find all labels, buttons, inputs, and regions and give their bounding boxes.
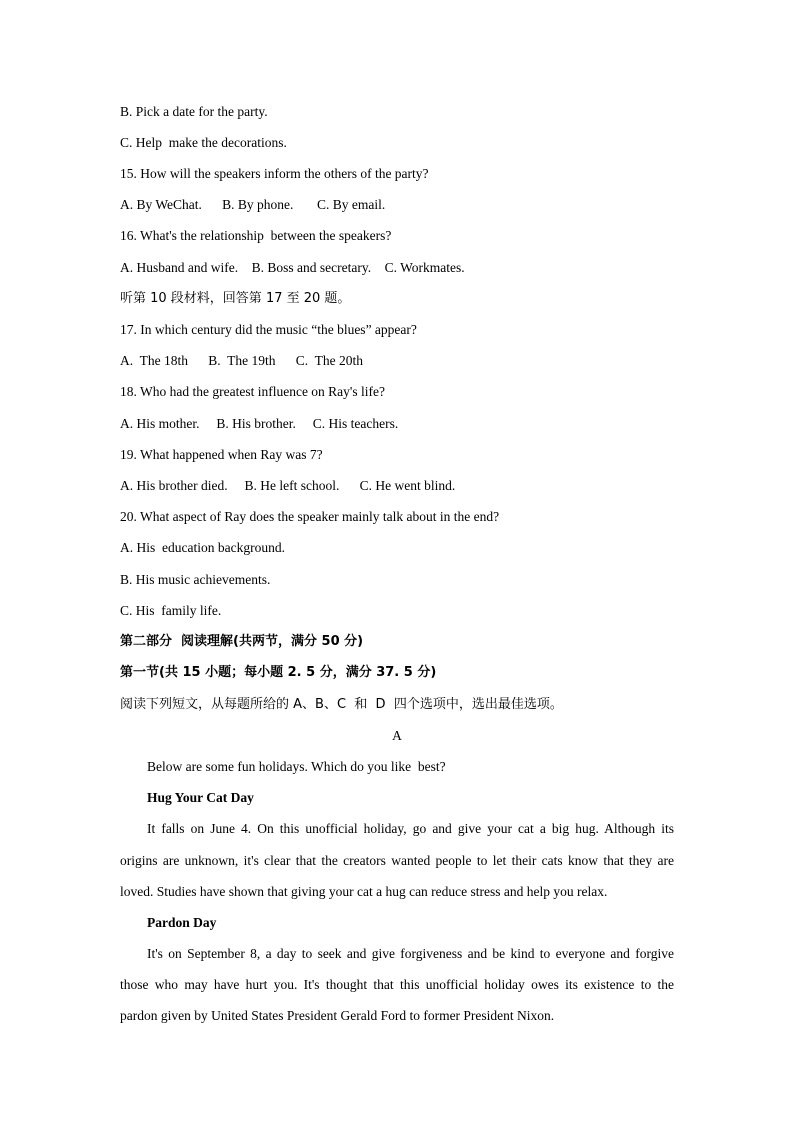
question-19-options: A. His brother died. B. He left school. C. He went blind. (120, 478, 456, 493)
hug-cat-day-title: Hug Your Cat Day (147, 790, 254, 805)
reading-instructions: 阅读下列短文，从每题所给的 A、B、C 和 D 四个选项中，选出最佳选项。 (120, 697, 563, 712)
question-19: 19. What happened when Ray was 7? (120, 447, 323, 462)
hug-cat-day-line-2: origins are unknown, it's clear that the creators wanted people to let their cats know that they are (120, 853, 674, 868)
question-15: 15. How will the speakers inform the others of the party? (120, 166, 429, 181)
part-2-heading: 第二部分 阅读理解(共两节，满分 50 分) (120, 634, 364, 649)
question-20: 20. What aspect of Ray does the speaker mainly talk about in the end? (120, 509, 500, 524)
passage-intro: Below are some fun holidays. Which do you like best? (147, 759, 446, 774)
hug-cat-day-line-1: It falls on June 4. On this unofficial holiday, go and give your cat a big hug. Although its (147, 821, 674, 836)
option-c-decorations: C. Help make the decorations. (120, 135, 287, 150)
pardon-day-line-2: those who may have hurt you. It's thought that this unofficial holiday owes its existence to the (120, 977, 674, 992)
question-18-options: A. His mother. B. His brother. C. His teachers. (120, 416, 399, 431)
passage-label: A (392, 728, 402, 743)
question-17: 17. In which century did the music “the blues” appear? (120, 322, 417, 337)
pardon-day-line-1: It's on September 8, a day to seek and give forgiveness and be kind to everyone and forgive (147, 946, 674, 961)
question-18: 18. Who had the greatest influence on Ray's life? (120, 384, 385, 399)
option-b-pick-date: B. Pick a date for the party. (120, 104, 268, 119)
pardon-day-line-3: pardon given by United States President Gerald Ford to former President Nixon. (120, 1008, 555, 1023)
question-20-option-a: A. His education background. (120, 540, 285, 555)
part-2-section-1-heading: 第一节(共 15 小题；每小题 2. 5 分，满分 37. 5 分) (120, 665, 437, 680)
question-15-options: A. By WeChat. B. By phone. C. By email. (120, 197, 386, 212)
hug-cat-day-line-3: loved. Studies have shown that giving your cat a hug can reduce stress and help you relax. (120, 884, 608, 899)
question-16: 16. What's the relationship between the speakers? (120, 228, 392, 243)
question-20-option-c: C. His family life. (120, 603, 222, 618)
section-10-instruction: 听第 10 段材料，回答第 17 至 20 题。 (120, 291, 351, 306)
pardon-day-title: Pardon Day (147, 915, 217, 930)
question-20-option-b: B. His music achievements. (120, 572, 271, 587)
question-17-options: A. The 18th B. The 19th C. The 20th (120, 353, 363, 368)
question-16-options: A. Husband and wife. B. Boss and secretary. C. Workmates. (120, 260, 465, 275)
